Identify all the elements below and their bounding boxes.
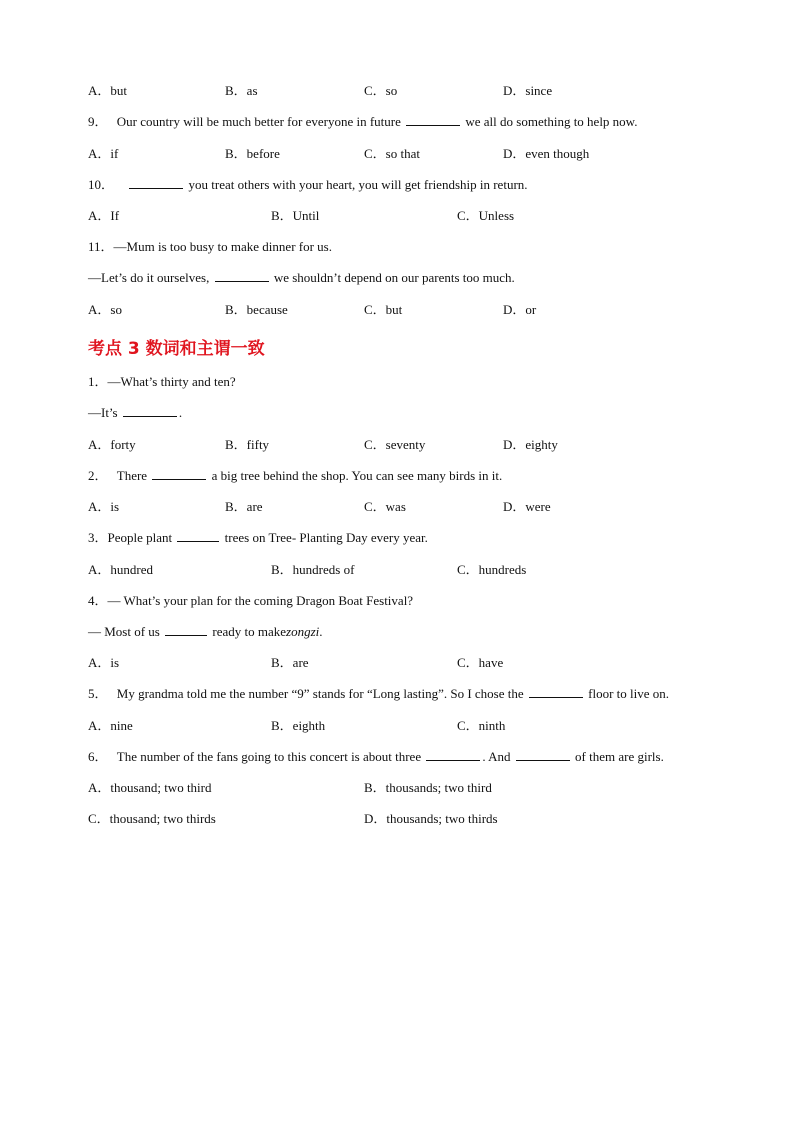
s3-q4-line1 (88, 593, 413, 609)
s3-q4-line2-end: . (319, 624, 323, 639)
s3-q4-italic-word: zongzi (286, 624, 320, 639)
s3-q3-number: 3． (88, 530, 108, 545)
s3-q1-option-a: A．forty (88, 437, 136, 452)
s3-q6-text-before: The number of the fans going to this concert is about three (116, 749, 422, 764)
s3-q5-number: 5． (88, 686, 108, 701)
q11-number: 11． (88, 239, 114, 254)
s3-q6-text-middle: . And (482, 749, 511, 764)
s3-q2-text-before: There (116, 468, 148, 483)
s3-q2-option-b: B．are (225, 499, 263, 514)
s3-q3-blank (177, 530, 219, 542)
s3-q5-option-b: B．eighth (271, 718, 326, 733)
q10-text-after: you treat others with your heart, you will get friendship in return. (188, 177, 528, 192)
s3-q5-stem (88, 686, 669, 702)
q9-stem (88, 114, 637, 130)
s3-q6-text-after: of them are girls. (575, 749, 664, 764)
s3-q1-text-line1: —What’s thirty and ten? (107, 374, 236, 389)
s3-q4-option-b: B．are (271, 655, 309, 670)
q11-option-b: B．because (225, 302, 288, 317)
q11-option-c: C．but (364, 302, 403, 317)
q9-text-before: Our country will be much better for everyone in future (116, 114, 401, 129)
q9-text-after: we all do something to help now. (465, 114, 638, 129)
q10-option-c: C．Unless (457, 208, 515, 223)
s3-q3-option-a: A．hundred (88, 562, 153, 577)
s3-q5-option-a: A．nine (88, 718, 133, 733)
s3-q1-line2 (88, 405, 182, 421)
q11-line1 (88, 239, 332, 255)
q8-option-c: C．so (364, 83, 398, 98)
s3-q3-option-b: B．hundreds of (271, 562, 355, 577)
q11-option-d: D．or (503, 302, 537, 317)
s3-q1-blank (123, 405, 177, 417)
q11-line2 (88, 270, 515, 286)
s3-q3-option-c: C．hundreds (457, 562, 527, 577)
q9-blank (406, 114, 460, 126)
q9-option-b: B．before (225, 146, 280, 161)
s3-q1-text-line2-before: —It’s (88, 405, 118, 420)
q11-text-line2-before: —Let’s do it ourselves, (88, 270, 210, 285)
s3-q5-blank (529, 686, 583, 698)
s3-q2-option-a: A．is (88, 499, 120, 514)
s3-q2-stem (88, 468, 502, 484)
s3-q3-stem (88, 530, 428, 546)
q10-blank (129, 177, 183, 189)
s3-q4-line2 (88, 624, 323, 640)
q9-option-a: A．if (88, 146, 119, 161)
s3-q2-option-d: D．were (503, 499, 551, 514)
s3-q6-stem (88, 749, 664, 765)
q11-blank (215, 270, 269, 282)
q8-option-d: D．since (503, 83, 553, 98)
s3-q4-text-line1: — What’s your plan for the coming Dragon Boat Festival? (107, 593, 414, 608)
s3-q6-blank-2 (516, 749, 570, 761)
s3-q1-line1 (88, 374, 236, 390)
s3-q3-text-after: trees on Tree- Planting Day every year. (224, 530, 428, 545)
s3-q6-option-a: A．thousand; two third (88, 780, 212, 795)
s3-q1-number: 1． (88, 374, 108, 389)
s3-q6-blank-1 (426, 749, 480, 761)
s3-q1-option-d: D．eighty (503, 437, 558, 452)
s3-q4-number: 4． (88, 593, 108, 608)
s3-q5-text-before: My grandma told me the number “9” stands for “Long lasting”. So I chose the (116, 686, 524, 701)
q9-number: 9． (88, 114, 108, 129)
s3-q4-option-a: A．is (88, 655, 120, 670)
s3-q6-option-d: D．thousands; two thirds (364, 811, 498, 826)
q8-option-b: B．as (225, 83, 258, 98)
s3-q6-number: 6． (88, 749, 108, 764)
section-heading: 考点 3 数词和主谓一致 (88, 339, 265, 359)
q9-option-d: D．even though (503, 146, 590, 161)
q10-option-a: A．If (88, 208, 120, 223)
s3-q4-text-line2-before: — Most of us (88, 624, 160, 639)
q10-number: 10． (88, 177, 115, 192)
q9-option-c: C．so that (364, 146, 420, 161)
s3-q2-blank (152, 468, 206, 480)
s3-q5-option-c: C．ninth (457, 718, 506, 733)
s3-q4-text-line2-after: ready to make (212, 624, 287, 639)
q11-text-line2-after: we shouldn’t depend on our parents too much. (273, 270, 515, 285)
s3-q6-option-b: B．thousands; two third (364, 780, 492, 795)
s3-q3-text-before: People plant (107, 530, 173, 545)
s3-q1-text-line2-after: . (178, 405, 183, 420)
q11-text-line1: —Mum is too busy to make dinner for us. (113, 239, 332, 254)
s3-q4-blank (165, 624, 207, 636)
q11-option-a: A．so (88, 302, 122, 317)
s3-q2-number: 2． (88, 468, 108, 483)
s3-q4-option-c: C．have (457, 655, 504, 670)
q10-option-b: B．Until (271, 208, 320, 223)
s3-q1-option-c: C．seventy (364, 437, 426, 452)
s3-q5-text-after: floor to live on. (588, 686, 670, 701)
s3-q2-option-c: C．was (364, 499, 406, 514)
s3-q6-option-c: C．thousand; two thirds (88, 811, 216, 826)
s3-q2-text-after: a big tree behind the shop. You can see many birds in it. (211, 468, 503, 483)
s3-q1-option-b: B．fifty (225, 437, 270, 452)
q10-stem (88, 177, 528, 193)
q8-option-a: A．but (88, 83, 128, 98)
